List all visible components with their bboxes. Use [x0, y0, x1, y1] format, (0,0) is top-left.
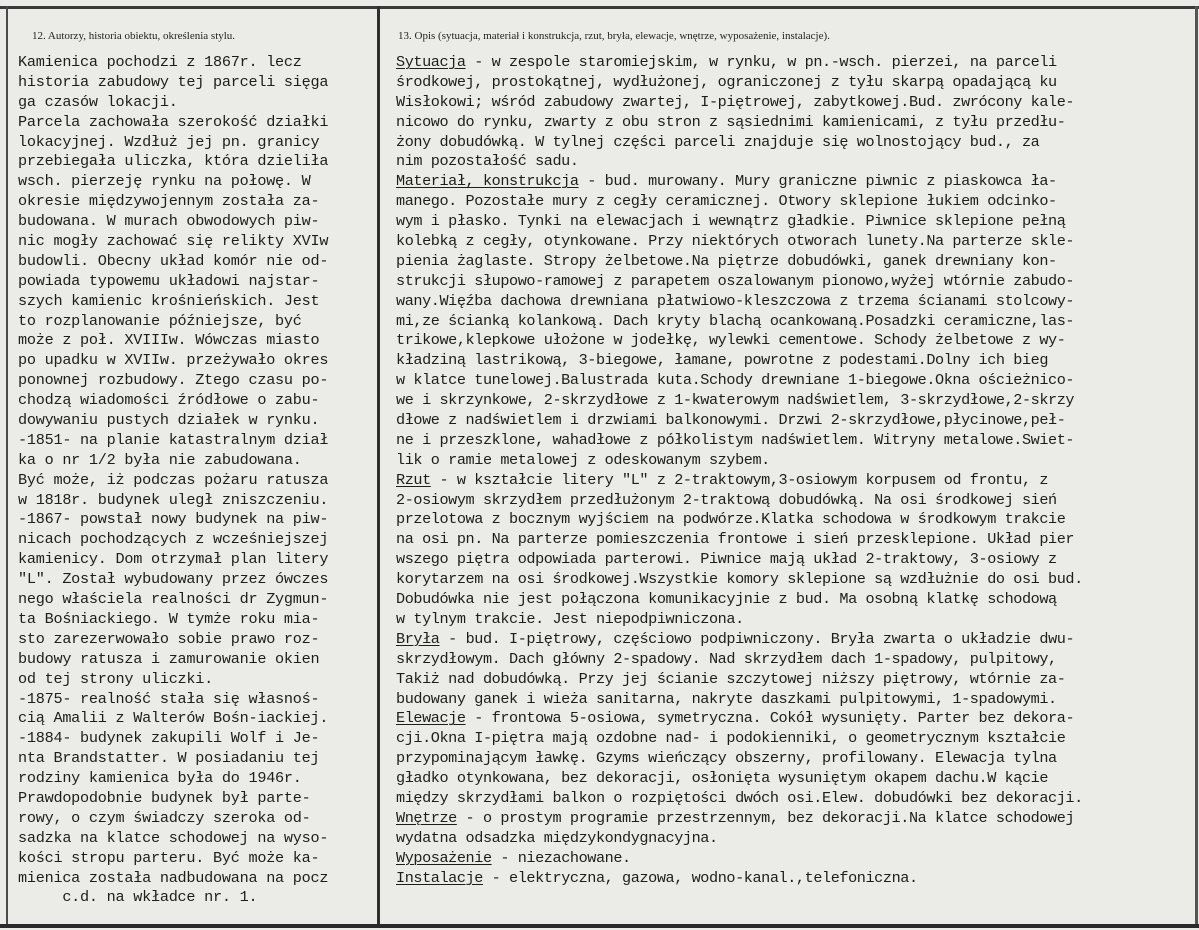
description-line [396, 391, 1196, 411]
description-line [396, 351, 1196, 371]
section-heading: Rzut [396, 470, 431, 489]
description-line [396, 869, 1196, 889]
history-line: od tej strony uliczki. [18, 669, 214, 688]
description-line [396, 192, 1196, 212]
description-line [396, 749, 1196, 769]
description-text: przypominającym ławkę. Gzyms wieńczący obszerny, profilowany. Elewacja tylna [396, 749, 1057, 768]
description-text: wany.Więźba dachowa drewniana płatwiowo-kleszczowa z trzema ścianami stolcowy- [396, 291, 1075, 310]
description-line [396, 690, 1196, 710]
description-line [396, 172, 1196, 192]
history-line: lokacyjnej. Wzdłuż jej pn. granicy [18, 132, 320, 151]
history-line: budowy ratusza i zamurowanie okien [18, 649, 320, 668]
description-text: budowany ganek i wieża sanitarna, nakryte daszkami pulpitowymi, 1-spadowymi. [396, 689, 1057, 708]
history-line: rowy, o czym świadczy szeroka od- [18, 808, 311, 827]
description-text: - elektryczna, gazowa, wodno-kanal.,telefoniczna. [482, 868, 918, 887]
description-line [396, 152, 1196, 172]
history-line: przebiegała uliczka, która dzieliła [18, 152, 329, 171]
description-text: dłowe z nadświetlem i drzwiami balkonowymi. Drzwi 2-skrzydłowe,płycinowe,peł- [396, 411, 1066, 430]
history-line: powiada typowemu układowi najstar- [18, 271, 320, 290]
history-line: chodzą wiadomości źródłowe o zabu- [18, 391, 320, 410]
history-line: wsch. pierzeję rynku na połowę. W [18, 172, 311, 191]
history-line: ka o nr 1/2 była nie zabudowana. [18, 450, 302, 469]
description-text: 2-osiowym skrzydłem przedłużonym 2-traktową dobudówką. Na osi środkowej sień [396, 490, 1057, 509]
description-line [396, 371, 1196, 391]
history-line: nic mogły zachować się relikty XVIw [18, 232, 329, 251]
description-text: wszego piętra odpowiada parterowi. Piwnice mają układ 2-traktowy, 3-osiowy z [396, 550, 1057, 569]
description-text: na osi pn. Na parterze pomieszczenia frontowe i sień przesklepione. Układ pier [396, 530, 1075, 549]
history-line: "L". Został wybudowany przez ówczes [18, 570, 329, 589]
description-line [396, 789, 1196, 809]
description-text: - bud. I-piętrowy, częściowo podpiwniczony. Bryła zwarta o układzie dwu- [439, 629, 1075, 648]
bottom-border [0, 924, 1199, 928]
history-line: po upadku w XVIIw. przeżywało okres [18, 351, 329, 370]
description-text: - frontowa 5-osiowa, symetryczna. Cokół wysunięty. Parter bez dekora- [465, 709, 1075, 728]
description-line [396, 212, 1196, 232]
description-line [396, 590, 1196, 610]
description-text: środkowej, prostokątnej, wydłużonej, ograniczonej z tyłu skarpą opadającą ku [396, 72, 1057, 91]
history-line: nta Brandstatter. W posiadaniu tej [18, 749, 320, 768]
description-line [396, 312, 1196, 332]
description-line [396, 510, 1196, 530]
description-text: wym i płasko. Tynki na elewacjach i wewnątrz gładkie. Piwnice sklepione pełną [396, 212, 1066, 231]
history-line: ponownej rozbudowy. Ztego czasu po- [18, 371, 329, 390]
description-line [396, 650, 1196, 670]
description-text: przelotowa z bocznym wyjściem na podwórze.Klatka schodowa w środkowym trakcie [396, 510, 1066, 529]
section-12-header: 12. Autorzy, historia obiektu, określenia stylu. [32, 30, 236, 42]
description-text: - w zespole staromiejskim, w rynku, w pn.-wsch. pierzei, na parceli [465, 53, 1057, 71]
history-line: szych kamienic krośnieńskich. Jest [18, 291, 320, 310]
description-text: trikowe,klepkowe ułożone w jodełkę, wylewki cementowe. Schody żelbetowe z wy- [396, 331, 1066, 350]
description-line [396, 113, 1196, 133]
description-text: strukcji słupowo-ramowej z parapetem oszalowanym pionowo,wyżej wtórnie zabudo- [396, 271, 1075, 290]
history-line: ta Bośniackiego. W tymże roku mia- [18, 609, 320, 628]
history-line: budowli. Obecny układ komór nie od- [18, 251, 329, 270]
history-line: mienica została nadbudowana na pocz [18, 868, 329, 887]
description-text: - niezachowane. [491, 848, 631, 867]
description-line [396, 431, 1196, 451]
history-line: w 1818r. budynek uległ zniszczeniu. [18, 490, 329, 509]
history-line: cią Amalii z Walterów Bośn-iackiej. [18, 709, 329, 728]
history-line: kości stropu parteru. Być może ka- [18, 848, 320, 867]
description-line [396, 709, 1196, 729]
description-text: w tylnym trakcie. Jest niepodpiwniczona. [396, 609, 744, 628]
description-text: Wisłokowi; wśród zabudowy zwartej, I-piętrowej, zabytkowej.Bud. zwrócony kale- [396, 92, 1075, 111]
description-text: wydatna odsadzka międzykondygnacyjna. [396, 828, 718, 847]
description-column [396, 53, 1196, 888]
description-line [396, 133, 1196, 153]
section-heading: Materiał, konstrukcja [396, 172, 579, 191]
history-line: -1884- budynek zakupili Wolf i Je- [18, 729, 320, 748]
description-line [396, 769, 1196, 789]
description-text: Dobudówka nie jest połączona komunikacyjnie z bud. Ma osobną klatkę schodową [396, 590, 1057, 609]
history-column [18, 53, 374, 908]
left-border [6, 6, 8, 926]
history-line: sadzka na klatce schodowej na wyso- [18, 828, 329, 847]
history-line: nicach pochodzących z wcześniejszej [18, 530, 329, 549]
history-line: okresie międzywojennym została za- [18, 192, 320, 211]
history-line: -1875- realność stała się własnoś- [18, 689, 320, 708]
description-text: między skrzydłami balkon o rozpiętości dwóch osi.Elew. dobudówki bez dekoracji. [396, 788, 1083, 807]
description-text: nicowo do rynku, zwarty z obu stron z sąsiednimi kamienicami, z tyłu przedłu- [396, 112, 1066, 131]
description-line [396, 331, 1196, 351]
description-line [396, 530, 1196, 550]
description-text: ne i przeszklone, wahadłowe z półkolistym nadświetlem. Witryny metalowe.Swiet- [396, 430, 1075, 449]
description-line [396, 829, 1196, 849]
description-text: - o prostym programie przestrzennym, bez dekoracji.Na klatce schodowej [456, 808, 1075, 827]
description-line [396, 630, 1196, 650]
history-line: ga czasów lokacji. [18, 92, 178, 111]
history-line: -1867- powstał nowy budynek na piw- [18, 510, 329, 529]
description-line [396, 411, 1196, 431]
column-divider [377, 6, 380, 926]
description-line [396, 272, 1196, 292]
history-line: to rozplanowanie późniejsze, być [18, 311, 302, 330]
description-text: manego. Pozostałe mury z cegły ceramicznej. Otwory sklepione łukiem odcinko- [396, 192, 1057, 211]
section-13-header: 13. Opis (sytuacja, materiał i konstrukcja, rzut, bryła, elewacje, wnętrze, wyposażenie, instalacje). [398, 30, 830, 42]
history-line: Prawdopodobnie budynek był parte- [18, 788, 311, 807]
description-line [396, 471, 1196, 491]
description-line [396, 73, 1196, 93]
description-text: w klatce tunelowej.Balustrada kuta.Schody drewniane 1-biegowe.Okna ościeżnico- [396, 371, 1075, 390]
description-text: korytarzem na osi środkowej.Wszystkie komory sklepione są wzdłużnie do osi bud. [396, 570, 1083, 589]
history-line: sto zarezerwowało sobie prawo roz- [18, 629, 320, 648]
description-text: - w kształcie litery "L" z 2-traktowym,3-osiowym korpusem od frontu, z [430, 470, 1049, 489]
history-line: rodziny kamienica była do 1946r. [18, 769, 302, 788]
description-text: mi,ze ścianką kolankową. Dach kryty blachą ocankowaną.Posadzki ceramiczne,las- [396, 311, 1075, 330]
description-line [396, 292, 1196, 312]
history-line: Być może, iż podczas pożaru ratusza [18, 470, 329, 489]
description-text: skrzydłowym. Dach główny 2-spadowy. Nad skrzydłem dach 1-spadowy, pulpitowy, [396, 649, 1057, 668]
section-heading: Bryła [396, 629, 440, 648]
description-line [396, 550, 1196, 570]
history-line: dowywaniu pustych działek w rynku. [18, 411, 320, 430]
history-line: historia zabudowy tej parceli sięga [18, 72, 329, 91]
description-line [396, 809, 1196, 829]
description-text: nim pozostałość sadu. [396, 152, 579, 171]
description-line [396, 729, 1196, 749]
description-line [396, 232, 1196, 252]
description-line [396, 610, 1196, 630]
description-line [396, 93, 1196, 113]
description-line [396, 252, 1196, 272]
description-text: lik o ramie metalowej z odeskowanym szybem. [396, 450, 770, 469]
history-line: nego właściela realności dr Zygmun- [18, 590, 329, 609]
description-text: gładko otynkowana, bez dekoracji, osłonięta wysuniętym okapem dachu.W kącie [396, 769, 1049, 788]
description-text: we i skrzynkowe, 2-skrzydłowe z 1-kwaterowym nadświetlem, 3-skrzydłowe,2-skrzy [396, 391, 1075, 410]
description-line [396, 491, 1196, 511]
description-text: pienia żaglaste. Stropy żelbetowe.Na piętrze dobudówki, ganek drewniany kon- [396, 251, 1057, 270]
history-line: -1851- na planie katastralnym dział [18, 430, 329, 449]
description-line [396, 570, 1196, 590]
description-line [396, 451, 1196, 471]
history-line: kamienicy. Dom otrzymał plan litery [18, 550, 329, 569]
section-heading: Elewacje [396, 709, 466, 728]
description-text: kładziną lastrikową, 3-biegowe, łamane, powrotne z podestami.Dolny ich bieg [396, 351, 1049, 370]
description-line [396, 53, 1196, 73]
history-line: budowana. W murach obwodowych piw- [18, 212, 320, 231]
section-heading: Instalacje [396, 868, 483, 887]
section-heading: Wyposażenie [396, 848, 492, 867]
history-line: może z poł. XVIIIw. Wówczas miasto [18, 331, 320, 350]
history-line: Parcela zachowała szerokość działki [18, 112, 329, 131]
description-text: kolebką z cegły, otynkowane. Przy niektórych otworach lunety.Na parterze skle- [396, 232, 1075, 251]
description-text: Takiż nad dobudówką. Przy jej ścianie szczytowej niższy piętrowy, wtórnie za- [396, 669, 1066, 688]
history-line: c.d. na wkładce nr. 1. [18, 888, 258, 907]
description-line [396, 849, 1196, 869]
description-text: cji.Okna I-piętra mają ozdobne nad- i podokienniki, o geometrycznym kształcie [396, 729, 1066, 748]
description-text: żony dobudówką. W tylnej części parceli znajduje się wolnostojący bud., za [396, 132, 1040, 151]
top-border [0, 6, 1199, 9]
section-heading: Wnętrze [396, 808, 457, 827]
history-line: Kamienica pochodzi z 1867r. lecz [18, 53, 302, 71]
description-text: - bud. murowany. Mury graniczne piwnic z piaskowca ła- [578, 172, 1057, 191]
description-line [396, 670, 1196, 690]
section-heading: Sytuacja [396, 53, 466, 71]
